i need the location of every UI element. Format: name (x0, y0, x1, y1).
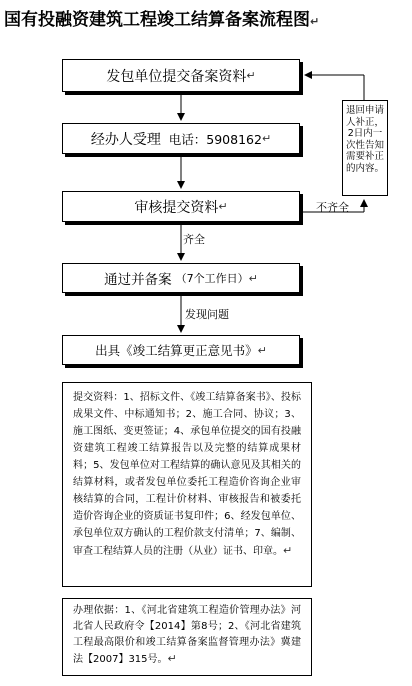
paragraph-mark: ↵ (261, 132, 272, 145)
step-issue-correction: 出具《竣工结算更正意见书》 ↵ (62, 335, 300, 365)
info-materials: 提交资料：1、招标文件、《竣工结算备案书》、投标成果文件、中标通知书；2、施工合同、协议；3、施工图纸、变更签证；4、承包单位提交的国有投融资建筑工程竣工结算报告以及完整的结算成果材料；5、发包单位对工程结算的确认意见及其相关的结算材料，或者发包单位委托工程造价咨询企业审核结算的合同，工程计价材料、审核报告和被委托造价咨询企业的资质证书复印件；6、经发包单位、承包单位双方确认的工程价款支付清单；7、编制、审查工程结算人员的注册（从业）证书、印章。↵ (62, 382, 312, 587)
step-accept: 经办人受理 电话：5908162 ↵ (62, 123, 300, 154)
step-review: 审核提交资料 ↵ (62, 191, 300, 222)
paragraph-mark: ↵ (248, 271, 258, 285)
info-basis: 办理依据：1、《河北省建筑工程造价管理办法》河北省人民政府令【2014】第8号；2、《河北省建筑工程最高限价和竣工结算备案监督管理办法》冀建法【2007】315号。↵ (62, 598, 312, 676)
paragraph-mark: ↵ (283, 544, 293, 557)
paragraph-mark: ↵ (218, 200, 228, 213)
step-submit-materials: 发包单位提交备案资料 ↵ (62, 59, 300, 92)
edge-label-problem-found: 发现问题 (185, 308, 229, 321)
page-title: 国有投融资建筑工程竣工结算备案流程图↵ (4, 10, 320, 30)
edge-label-incomplete: 不齐全 (316, 201, 349, 214)
paragraph-mark: ↵ (167, 652, 177, 665)
paragraph-mark: ↵ (246, 69, 256, 82)
edge-label-complete: 齐全 (183, 233, 205, 246)
side-note-return: 退回申请人补正，2日内一次性告知需要补正的内容。 (342, 100, 388, 196)
step-approve-record: 通过并备案 （7个工作日） ↵ (62, 263, 300, 293)
paragraph-mark: ↵ (257, 343, 267, 357)
paragraph-mark: ↵ (310, 15, 320, 28)
